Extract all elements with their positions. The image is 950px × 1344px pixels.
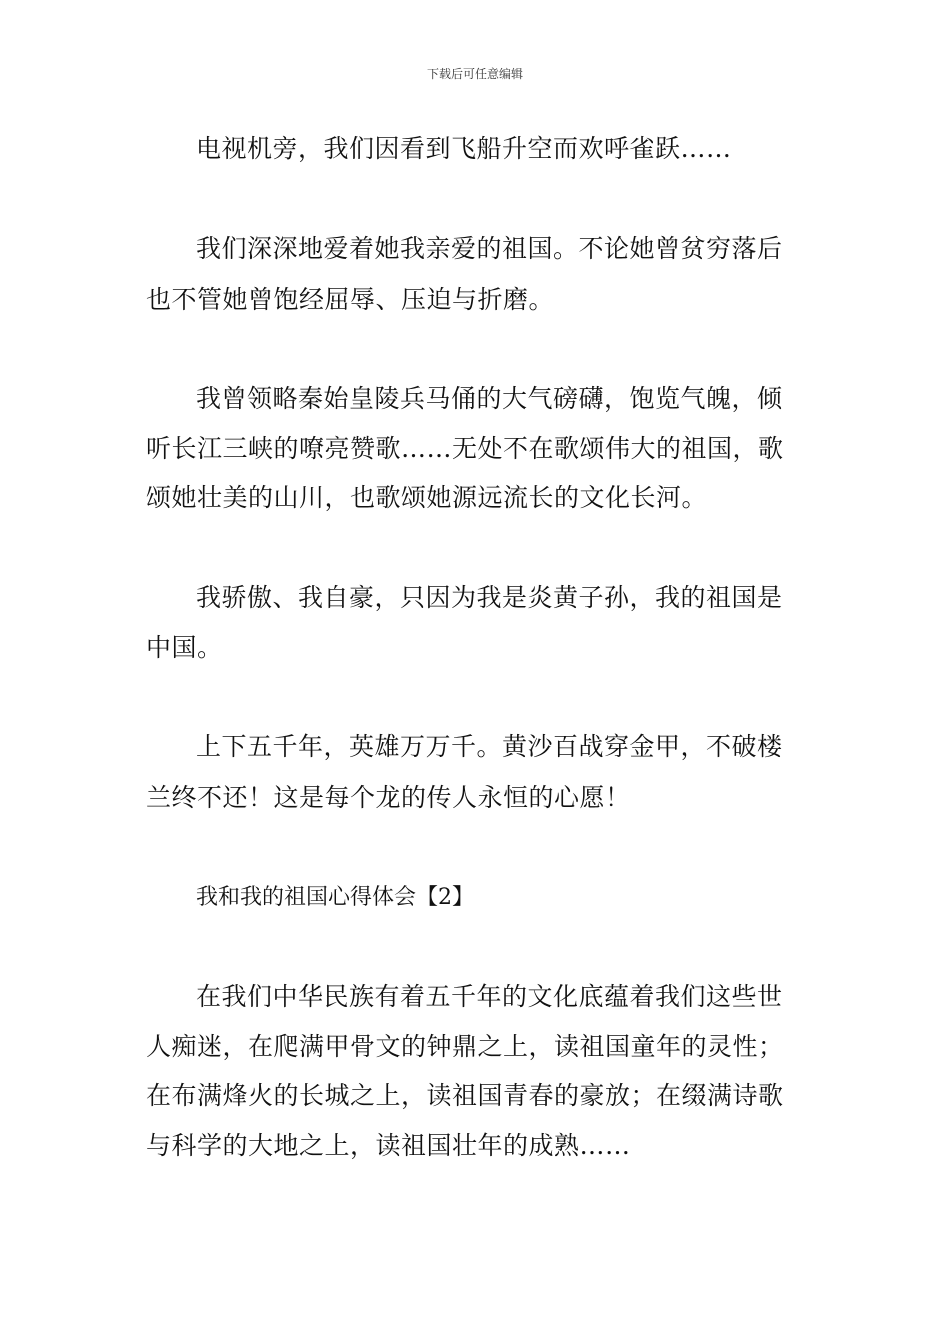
paragraph-7-line-2: 人痴迷，在爬满甲骨文的钟鼎之上，读祖国童年的灵性； xyxy=(146,1032,784,1061)
paragraph-4-line-1: 我骄傲、我自豪，只因为我是炎黄子孙，我的祖国是 xyxy=(196,583,783,612)
paragraph-2-line-2: 也不管她曾饱经屈辱、压迫与折磨。 xyxy=(146,285,555,314)
paragraph-7-line-1: 在我们中华民族有着五千年的文化底蕴着我们这些世 xyxy=(196,982,783,1011)
paragraph-5-line-2: 兰终不还！这是每个龙的传人永恒的心愿！ xyxy=(146,783,631,812)
paragraph-3-line-1: 我曾领略秦始皇陵兵马俑的大气磅礴，饱览气魄，倾 xyxy=(196,384,783,413)
paragraph-3-line-2: 听长江三峡的嘹亮赞歌……无处不在歌颂伟大的祖国，歌 xyxy=(146,434,784,463)
paragraph-2-line-1: 我们深深地爱着她我亲爱的祖国。不论她曾贫穷落后 xyxy=(196,234,783,263)
page-header: 下载后可任意编辑 xyxy=(426,67,523,81)
paragraph-1-line-1: 电视机旁，我们因看到飞船升空而欢呼雀跃…… xyxy=(196,134,732,163)
paragraph-3-line-3: 颂她壮美的山川，也歌颂她源远流长的文化长河。 xyxy=(146,483,708,512)
paragraph-5-line-1: 上下五千年，英雄万万千。黄沙百战穿金甲，不破楼 xyxy=(196,732,783,761)
paragraph-4-line-2: 中国。 xyxy=(146,633,223,662)
paragraph-7-line-3: 在布满烽火的长城之上，读祖国青春的豪放；在缀满诗歌 xyxy=(146,1081,784,1110)
paragraph-7-line-4: 与科学的大地之上，读祖国壮年的成熟…… xyxy=(146,1131,631,1160)
section-heading: 我和我的祖国心得体会【2】 xyxy=(196,885,474,910)
